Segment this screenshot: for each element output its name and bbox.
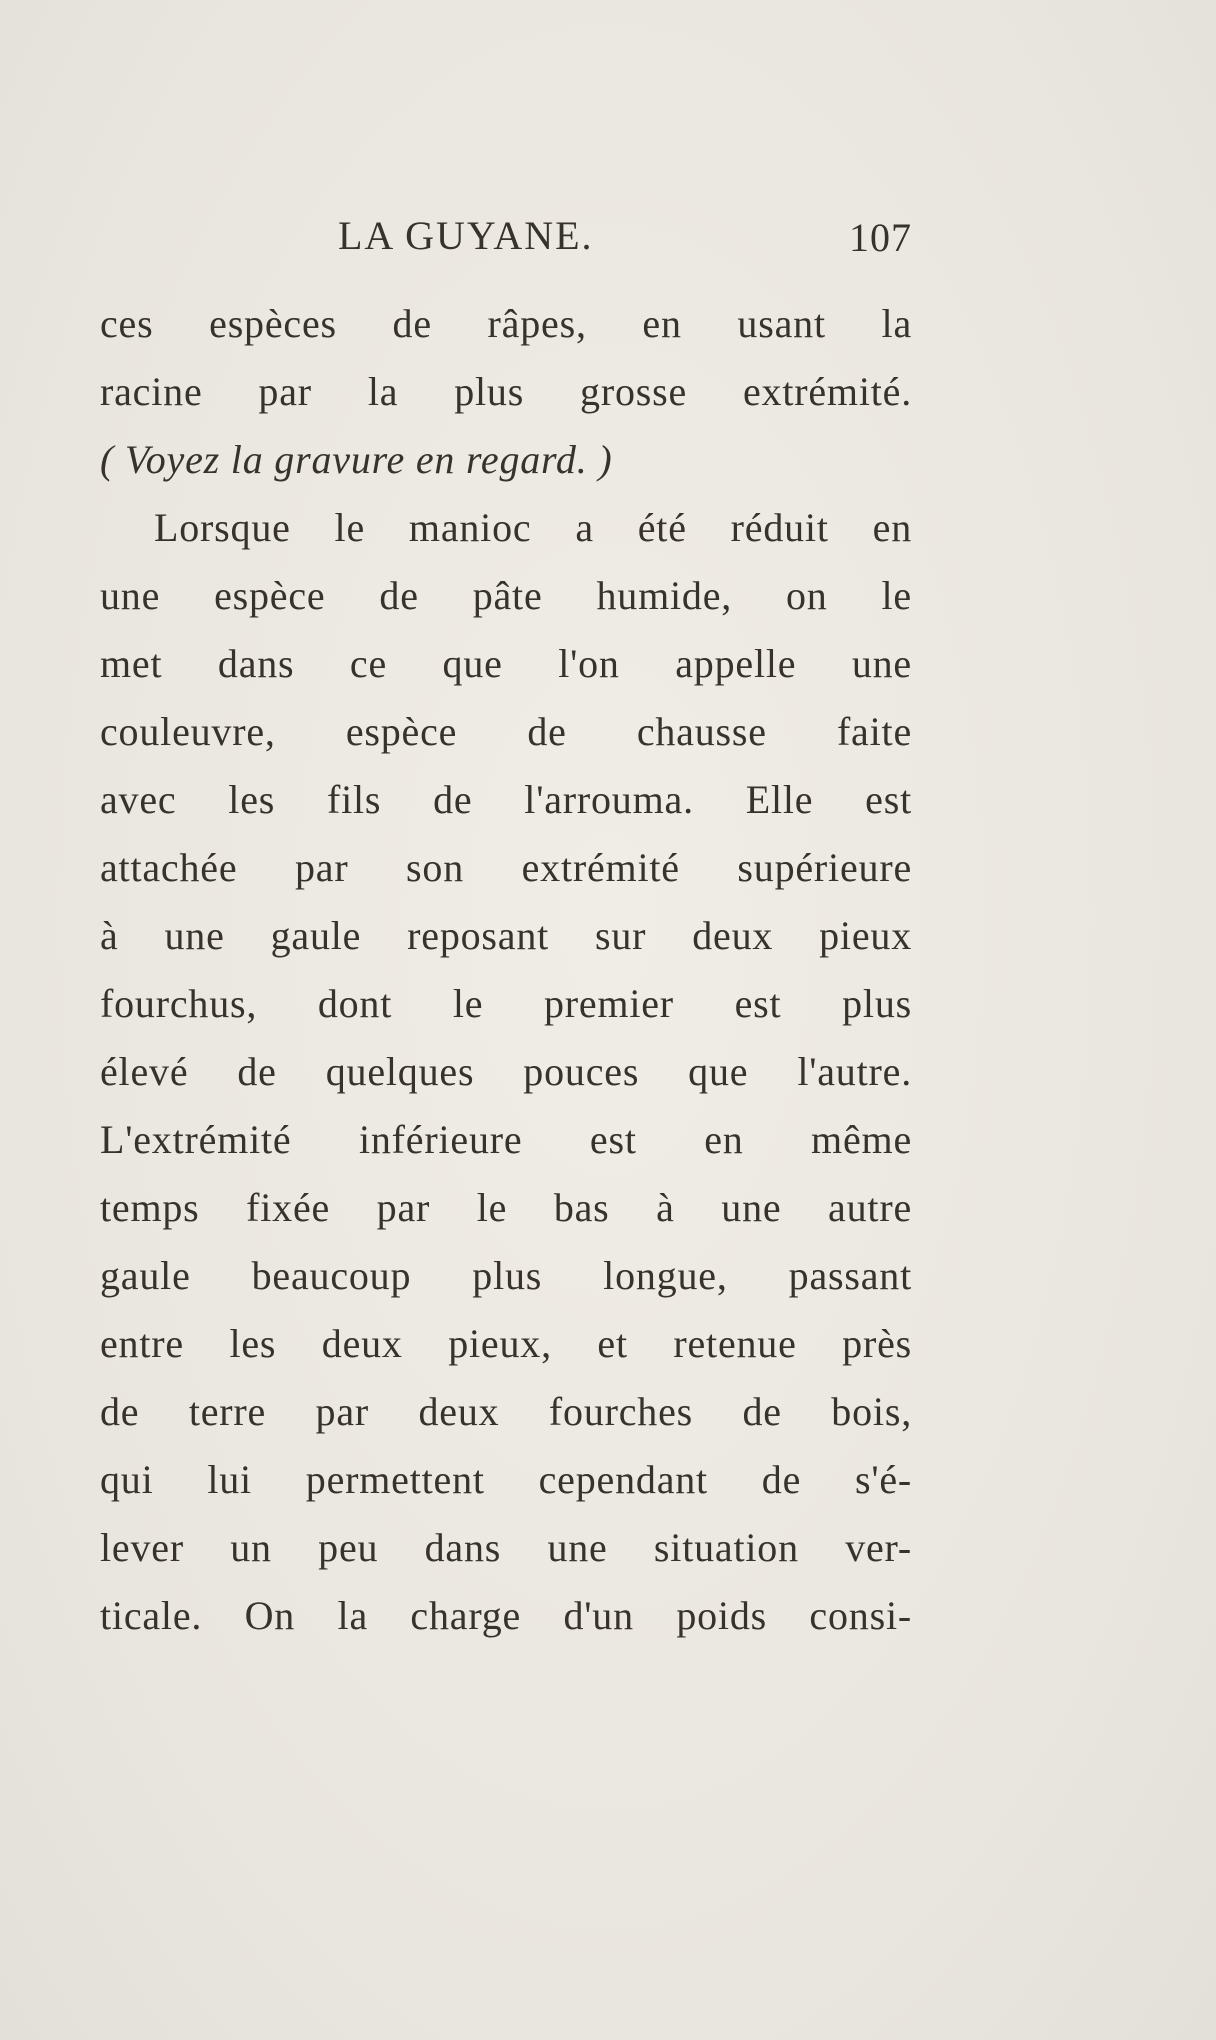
running-title: LA GUYANE.	[338, 213, 594, 258]
text-line: L'extrémité inférieure est en même	[100, 1117, 912, 1162]
text-line: entre les deux pieux, et retenue près	[100, 1321, 912, 1366]
text-line: Lorsque le manioc a été réduit en	[154, 505, 912, 550]
text-line: élevé de quelques pouces que l'autre.	[100, 1049, 912, 1094]
page-number: 107	[849, 215, 912, 260]
text-line: met dans ce que l'on appelle une	[100, 641, 912, 686]
text-line: attachée par son extrémité supérieure	[100, 845, 912, 890]
text-line-italic-note: ( Voyez la gravure en regard. )	[100, 437, 613, 482]
text-line: ces espèces de râpes, en usant la	[100, 301, 912, 346]
text-line: avec les fils de l'arrouma. Elle est	[100, 777, 912, 822]
body-text	[100, 290, 912, 1650]
text-line: temps fixée par le bas à une autre	[100, 1185, 912, 1230]
page-header	[100, 212, 912, 272]
text-line: de terre par deux fourches de bois,	[100, 1389, 912, 1434]
text-line: une espèce de pâte humide, on le	[100, 573, 912, 618]
text-line: lever un peu dans une situation ver-	[100, 1525, 912, 1570]
text-line: ticale. On la charge d'un poids consi-	[100, 1593, 912, 1638]
text-line: fourchus, dont le premier est plus	[100, 981, 912, 1026]
text-line: racine par la plus grosse extrémité.	[100, 369, 912, 414]
text-line: à une gaule reposant sur deux pieux	[100, 913, 912, 958]
text-line: gaule beaucoup plus longue, passant	[100, 1253, 912, 1298]
text-line: couleuvre, espèce de chausse faite	[100, 709, 912, 754]
text-line: qui lui permettent cependant de s'é-	[100, 1457, 912, 1502]
